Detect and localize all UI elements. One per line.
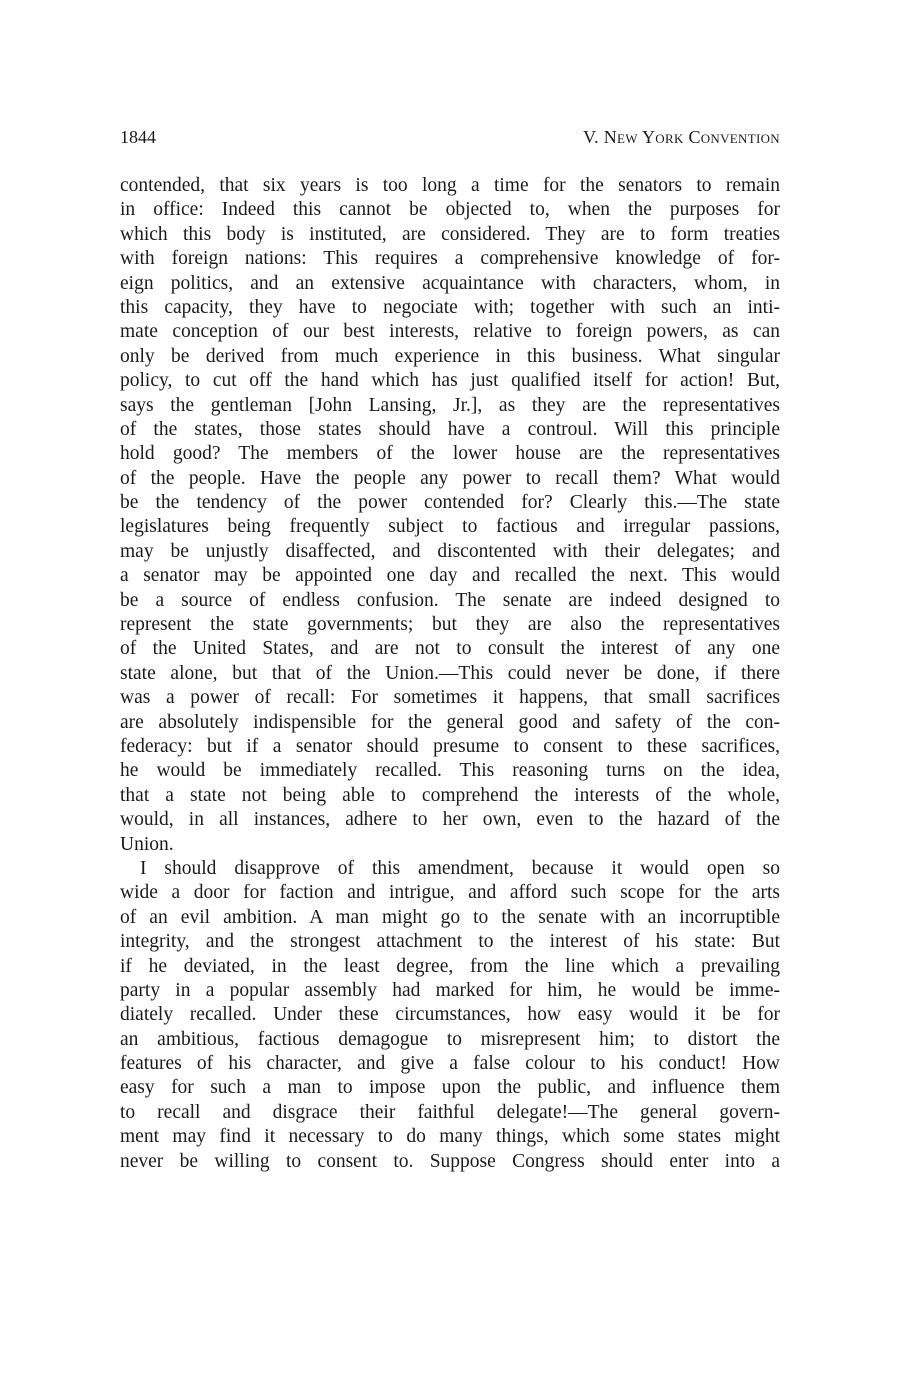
text-line: legislatures being frequently subject to factious and irregular passions, <box>120 516 780 538</box>
text-line: policy, to cut off the hand which has just qualified itself for action! But, <box>120 370 780 392</box>
text-line: federacy: but if a senator should presume to consent to these sacrifices, <box>120 735 780 757</box>
text-line: represent the state governments; but they are also the representatives <box>120 614 780 636</box>
text-line: only be derived from much experience in this business. What singular <box>120 345 780 367</box>
page-number: 1844 <box>120 127 156 147</box>
text-line: that a state not being able to comprehend the interests of the whole, <box>120 784 780 806</box>
text-line: wide a door for faction and intrigue, and afford such scope for the arts <box>120 882 780 904</box>
text-line: would, in all instances, adhere to her own, even to the hazard of the <box>120 809 780 831</box>
text-line: ment may find it necessary to do many things, which some states might <box>120 1126 780 1148</box>
text-line: may be unjustly disaffected, and discontented with their delegates; and <box>120 540 780 562</box>
text-line: a senator may be appointed one day and recalled the next. This would <box>120 565 780 587</box>
text-line: which this body is instituted, are considered. They are to form treaties <box>120 223 780 245</box>
text-line: an ambitious, factious demagogue to misrepresent him; to distort the <box>120 1028 780 1050</box>
text-line: be the tendency of the power contended for? Clearly this.—The state <box>120 492 780 514</box>
text-line: says the gentleman [John Lansing, Jr.], as they are the representatives <box>120 394 780 416</box>
text-line: of the people. Have the people any power to recall them? What would <box>120 467 780 489</box>
text-line: eign politics, and an extensive acquaintance with characters, whom, in <box>120 272 780 294</box>
text-line: if he deviated, in the least degree, from the line which a prevailing <box>120 955 780 977</box>
text-line: of the United States, and are not to consult the interest of any one <box>120 638 780 660</box>
text-line: was a power of recall: For sometimes it happens, that small sacrifices <box>120 687 780 709</box>
text-line: of an evil ambition. A man might go to the senate with an incorruptible <box>120 906 780 928</box>
text-line: to recall and disgrace their faithful delegate!—The general govern- <box>120 1101 780 1123</box>
text-line: features of his character, and give a false colour to his conduct! How <box>120 1053 780 1075</box>
text-line: are absolutely indispensible for the general good and safety of the con- <box>120 711 780 733</box>
paragraph-1 <box>120 174 780 857</box>
text-line: in office: Indeed this cannot be objected to, when the purposes for <box>120 199 780 221</box>
text-line: integrity, and the strongest attachment to the interest of his state: But <box>120 931 780 953</box>
text-line: mate conception of our best interests, relative to foreign powers, as can <box>120 321 780 343</box>
text-line: of the states, those states should have a controul. Will this principle <box>120 418 780 440</box>
text-line: easy for such a man to impose upon the public, and influence them <box>120 1077 780 1099</box>
text-line: state alone, but that of the Union.—This could never be done, if there <box>120 662 780 684</box>
text-line: with foreign nations: This requires a comprehensive knowledge of for- <box>120 248 780 270</box>
text-line: contended, that six years is too long a time for the senators to remain <box>120 175 780 196</box>
text-line: I should disapprove of this amendment, because it would open so <box>140 857 780 879</box>
text-line: never be willing to consent to. Suppose Congress should enter into a <box>120 1150 780 1172</box>
paragraph-2 <box>120 857 780 1174</box>
text-line: diately recalled. Under these circumstances, how easy would it be for <box>120 1004 780 1026</box>
text-line: hold good? The members of the lower house are the representatives <box>120 443 780 465</box>
text-line: Union. <box>120 833 174 855</box>
body-text <box>120 174 780 1174</box>
text-line: party in a popular assembly had marked for him, he would be imme- <box>120 979 780 1001</box>
text-line: he would be immediately recalled. This reasoning turns on the idea, <box>120 760 780 782</box>
text-line: this capacity, they have to negociate with; together with such an inti- <box>120 296 780 318</box>
text-line: be a source of endless confusion. The senate are indeed designed to <box>120 589 780 611</box>
running-head <box>120 124 780 150</box>
section-title: V. New York Convention <box>583 127 780 147</box>
